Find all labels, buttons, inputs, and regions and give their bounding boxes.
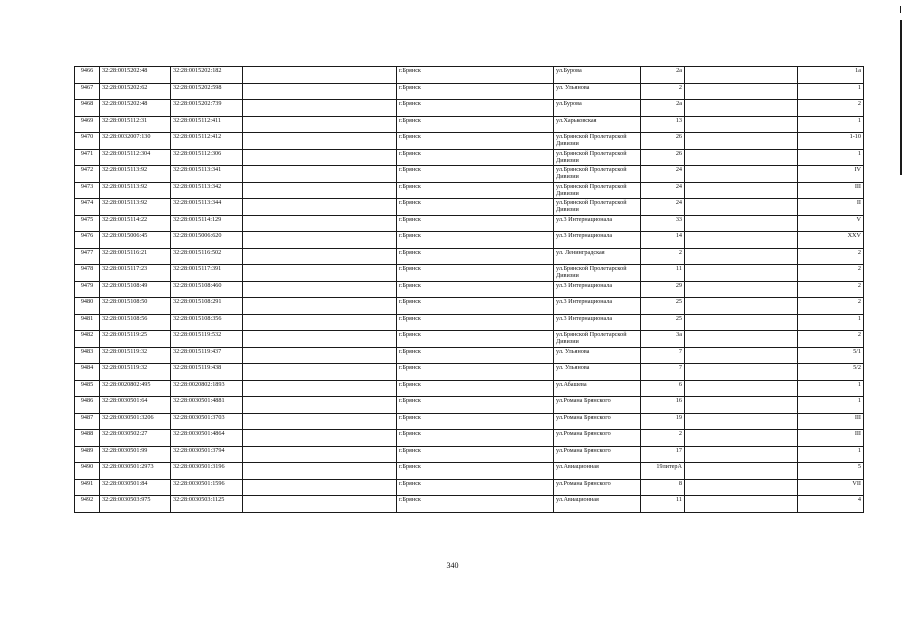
street-cell: ул.Бурова	[554, 100, 641, 117]
table-row	[75, 364, 864, 381]
cadastral-number-cell: 32:28:0020802:495	[100, 380, 171, 397]
table-row	[75, 83, 864, 100]
cadastral-number-cell: 32:28:0032007:130	[100, 133, 171, 150]
empty-cell	[243, 397, 397, 414]
house-number-cell: 2	[641, 430, 685, 447]
premises-number-cell: 4	[798, 496, 864, 513]
empty-cell	[685, 298, 798, 315]
empty-cell	[685, 281, 798, 298]
object-cadastral-number-cell: 32:28:0015108:356	[171, 314, 243, 331]
premises-number-cell: IV	[798, 166, 864, 183]
empty-cell	[243, 265, 397, 282]
table-row	[75, 380, 864, 397]
street-cell: ул.Брянской Пролетарской Дивизии	[554, 199, 641, 216]
record-number-cell: 9485	[75, 380, 100, 397]
cadastral-number-cell: 32:28:0015006:45	[100, 232, 171, 249]
premises-number-cell: 1	[798, 149, 864, 166]
house-number-cell: 33	[641, 215, 685, 232]
empty-cell	[685, 149, 798, 166]
table-row	[75, 463, 864, 480]
premises-number-cell: 1а	[798, 67, 864, 84]
record-number-cell: 9477	[75, 248, 100, 265]
record-number-cell: 9473	[75, 182, 100, 199]
object-cadastral-number-cell: 32:28:0015202:182	[171, 67, 243, 84]
premises-number-cell: 5/1	[798, 347, 864, 364]
premises-number-cell: II	[798, 199, 864, 216]
empty-cell	[685, 83, 798, 100]
cadastral-number-cell: 32:28:0015202:62	[100, 83, 171, 100]
cadastral-number-cell: 32:28:0015113:92	[100, 166, 171, 183]
empty-cell	[243, 380, 397, 397]
table-row	[75, 67, 864, 84]
empty-cell	[243, 314, 397, 331]
city-cell: г.Брянск	[397, 265, 554, 282]
cadastral-number-cell: 32:28:0030503:975	[100, 496, 171, 513]
empty-cell	[685, 166, 798, 183]
record-number-cell: 9491	[75, 479, 100, 496]
table-row	[75, 166, 864, 183]
empty-cell	[243, 166, 397, 183]
city-cell: г.Брянск	[397, 298, 554, 315]
street-cell: ул.Харьковская	[554, 116, 641, 133]
cadastral-number-cell: 32:28:0030501:3206	[100, 413, 171, 430]
house-number-cell: 6	[641, 380, 685, 397]
object-cadastral-number-cell: 32:28:0020802:1893	[171, 380, 243, 397]
street-cell: ул.Романа Брянского	[554, 397, 641, 414]
object-cadastral-number-cell: 32:28:0015006:620	[171, 232, 243, 249]
street-cell: ул.3 Интернационала	[554, 232, 641, 249]
table-row	[75, 265, 864, 282]
table-row	[75, 281, 864, 298]
premises-number-cell: 1	[798, 116, 864, 133]
house-number-cell: 24	[641, 166, 685, 183]
house-number-cell: 24	[641, 199, 685, 216]
street-cell: ул.3 Интернационала	[554, 314, 641, 331]
object-cadastral-number-cell: 32:28:0015113:344	[171, 199, 243, 216]
city-cell: г.Брянск	[397, 446, 554, 463]
house-number-cell: 13	[641, 116, 685, 133]
empty-cell	[685, 248, 798, 265]
street-cell: ул. Ленинградская	[554, 248, 641, 265]
premises-number-cell: VII	[798, 479, 864, 496]
cadastral-number-cell: 32:28:0015108:56	[100, 314, 171, 331]
city-cell: г.Брянск	[397, 347, 554, 364]
premises-number-cell: 1	[798, 446, 864, 463]
empty-cell	[685, 413, 798, 430]
table-row	[75, 413, 864, 430]
house-number-cell: 2	[641, 248, 685, 265]
object-cadastral-number-cell: 32:28:0015202:598	[171, 83, 243, 100]
table-row	[75, 298, 864, 315]
empty-cell	[685, 397, 798, 414]
object-cadastral-number-cell: 32:28:0030501:4881	[171, 397, 243, 414]
property-registry-table	[74, 66, 864, 513]
empty-cell	[243, 331, 397, 348]
object-cadastral-number-cell: 32:28:0015112:306	[171, 149, 243, 166]
premises-number-cell: III	[798, 430, 864, 447]
empty-cell	[243, 248, 397, 265]
object-cadastral-number-cell: 32:28:0015119:437	[171, 347, 243, 364]
premises-number-cell: III	[798, 413, 864, 430]
empty-cell	[243, 281, 397, 298]
empty-cell	[685, 496, 798, 513]
street-cell: ул.Брянской Пролетарской Дивизии	[554, 265, 641, 282]
premises-number-cell: 1-10	[798, 133, 864, 150]
cadastral-number-cell: 32:28:0015113:92	[100, 182, 171, 199]
street-cell: ул.Брянской Пролетарской Дивизии	[554, 133, 641, 150]
street-cell: ул.Романа Брянского	[554, 479, 641, 496]
record-number-cell: 9481	[75, 314, 100, 331]
empty-cell	[685, 182, 798, 199]
city-cell: г.Брянск	[397, 430, 554, 447]
page-edge-mark	[900, 6, 901, 13]
table-row	[75, 149, 864, 166]
cadastral-number-cell: 32:28:0015113:92	[100, 199, 171, 216]
object-cadastral-number-cell: 32:28:0030503:1125	[171, 496, 243, 513]
record-number-cell: 9466	[75, 67, 100, 84]
city-cell: г.Брянск	[397, 281, 554, 298]
premises-number-cell: 1	[798, 380, 864, 397]
empty-cell	[243, 149, 397, 166]
empty-cell	[243, 496, 397, 513]
cadastral-number-cell: 32:28:0015112:304	[100, 149, 171, 166]
city-cell: г.Брянск	[397, 380, 554, 397]
cadastral-number-cell: 32:28:0015108:49	[100, 281, 171, 298]
premises-number-cell: 1	[798, 83, 864, 100]
city-cell: г.Брянск	[397, 67, 554, 84]
object-cadastral-number-cell: 32:28:0015117:391	[171, 265, 243, 282]
house-number-cell: 25	[641, 314, 685, 331]
empty-cell	[243, 413, 397, 430]
object-cadastral-number-cell: 32:28:0015112:412	[171, 133, 243, 150]
record-number-cell: 9478	[75, 265, 100, 282]
record-number-cell: 9470	[75, 133, 100, 150]
city-cell: г.Брянск	[397, 149, 554, 166]
empty-cell	[243, 298, 397, 315]
house-number-cell: 25	[641, 298, 685, 315]
cadastral-number-cell: 32:28:0015119:32	[100, 364, 171, 381]
record-number-cell: 9490	[75, 463, 100, 480]
page-number: 340	[446, 561, 459, 570]
record-number-cell: 9468	[75, 100, 100, 117]
empty-cell	[243, 446, 397, 463]
table-row	[75, 347, 864, 364]
empty-cell	[685, 232, 798, 249]
object-cadastral-number-cell: 32:28:0015113:342	[171, 182, 243, 199]
record-number-cell: 9492	[75, 496, 100, 513]
table-row	[75, 314, 864, 331]
house-number-cell: 29	[641, 281, 685, 298]
empty-cell	[243, 364, 397, 381]
record-number-cell: 9483	[75, 347, 100, 364]
street-cell: ул.Авиационная	[554, 463, 641, 480]
city-cell: г.Брянск	[397, 100, 554, 117]
street-cell: ул.Романа Брянского	[554, 430, 641, 447]
table-row	[75, 331, 864, 348]
table-row	[75, 133, 864, 150]
city-cell: г.Брянск	[397, 133, 554, 150]
object-cadastral-number-cell: 32:28:0030501:3703	[171, 413, 243, 430]
house-number-cell: 24	[641, 182, 685, 199]
object-cadastral-number-cell: 32:28:0015202:739	[171, 100, 243, 117]
empty-cell	[243, 463, 397, 480]
table-row	[75, 215, 864, 232]
street-cell: ул.Брянской Пролетарской Дивизии	[554, 182, 641, 199]
table-row	[75, 232, 864, 249]
city-cell: г.Брянск	[397, 463, 554, 480]
empty-cell	[685, 331, 798, 348]
city-cell: г.Брянск	[397, 199, 554, 216]
house-number-cell: 26	[641, 133, 685, 150]
city-cell: г.Брянск	[397, 479, 554, 496]
empty-cell	[685, 380, 798, 397]
record-number-cell: 9487	[75, 413, 100, 430]
empty-cell	[243, 199, 397, 216]
city-cell: г.Брянск	[397, 215, 554, 232]
house-number-cell: 8	[641, 479, 685, 496]
house-number-cell: 26	[641, 149, 685, 166]
cadastral-number-cell: 32:28:0015119:32	[100, 347, 171, 364]
table-row	[75, 397, 864, 414]
house-number-cell: 19литерА	[641, 463, 685, 480]
empty-cell	[685, 347, 798, 364]
city-cell: г.Брянск	[397, 397, 554, 414]
house-number-cell: 2а	[641, 100, 685, 117]
empty-cell	[685, 446, 798, 463]
table-row	[75, 446, 864, 463]
cadastral-number-cell: 32:28:0015202:48	[100, 67, 171, 84]
street-cell: ул.Бурова	[554, 67, 641, 84]
street-cell: ул.3 Интернационала	[554, 298, 641, 315]
house-number-cell: 7	[641, 364, 685, 381]
object-cadastral-number-cell: 32:28:0030501:3196	[171, 463, 243, 480]
object-cadastral-number-cell: 32:28:0015119:438	[171, 364, 243, 381]
cadastral-number-cell: 32:28:0015116:21	[100, 248, 171, 265]
cadastral-number-cell: 32:28:0015119:25	[100, 331, 171, 348]
record-number-cell: 9479	[75, 281, 100, 298]
city-cell: г.Брянск	[397, 364, 554, 381]
cadastral-number-cell: 32:28:0030501:64	[100, 397, 171, 414]
house-number-cell: 7	[641, 347, 685, 364]
table-row	[75, 430, 864, 447]
table-body	[75, 67, 864, 513]
empty-cell	[243, 182, 397, 199]
cadastral-number-cell: 32:28:0015112:31	[100, 116, 171, 133]
empty-cell	[243, 215, 397, 232]
table-row	[75, 199, 864, 216]
empty-cell	[685, 116, 798, 133]
table-row	[75, 100, 864, 117]
city-cell: г.Брянск	[397, 331, 554, 348]
premises-number-cell: 2	[798, 298, 864, 315]
record-number-cell: 9486	[75, 397, 100, 414]
street-cell: ул.Романа Брянского	[554, 413, 641, 430]
empty-cell	[685, 133, 798, 150]
house-number-cell: 14	[641, 232, 685, 249]
empty-cell	[685, 100, 798, 117]
record-number-cell: 9474	[75, 199, 100, 216]
premises-number-cell: 5/2	[798, 364, 864, 381]
empty-cell	[243, 83, 397, 100]
house-number-cell: 16	[641, 397, 685, 414]
city-cell: г.Брянск	[397, 166, 554, 183]
premises-number-cell: 1	[798, 314, 864, 331]
premises-number-cell: III	[798, 182, 864, 199]
empty-cell	[243, 133, 397, 150]
cadastral-number-cell: 32:28:0015114:22	[100, 215, 171, 232]
empty-cell	[243, 430, 397, 447]
house-number-cell: 11	[641, 265, 685, 282]
table-row	[75, 496, 864, 513]
object-cadastral-number-cell: 32:28:0015112:411	[171, 116, 243, 133]
table-row	[75, 479, 864, 496]
record-number-cell: 9475	[75, 215, 100, 232]
street-cell: ул. Ульянова	[554, 83, 641, 100]
premises-number-cell: 2	[798, 331, 864, 348]
house-number-cell: 2а	[641, 67, 685, 84]
object-cadastral-number-cell: 32:28:0015114:129	[171, 215, 243, 232]
cadastral-number-cell: 32:28:0030501:99	[100, 446, 171, 463]
premises-number-cell: XXV	[798, 232, 864, 249]
house-number-cell: 19	[641, 413, 685, 430]
premises-number-cell: 2	[798, 265, 864, 282]
street-cell: ул.Романа Брянского	[554, 446, 641, 463]
city-cell: г.Брянск	[397, 83, 554, 100]
city-cell: г.Брянск	[397, 116, 554, 133]
empty-cell	[243, 347, 397, 364]
empty-cell	[685, 430, 798, 447]
record-number-cell: 9469	[75, 116, 100, 133]
record-number-cell: 9476	[75, 232, 100, 249]
empty-cell	[243, 232, 397, 249]
empty-cell	[243, 479, 397, 496]
table-row	[75, 182, 864, 199]
premises-number-cell: V	[798, 215, 864, 232]
object-cadastral-number-cell: 32:28:0015113:341	[171, 166, 243, 183]
object-cadastral-number-cell: 32:28:0015119:532	[171, 331, 243, 348]
object-cadastral-number-cell: 32:28:0030501:1596	[171, 479, 243, 496]
premises-number-cell: 5	[798, 463, 864, 480]
empty-cell	[685, 314, 798, 331]
street-cell: ул. Ульянова	[554, 347, 641, 364]
street-cell: ул.Абашева	[554, 380, 641, 397]
cadastral-number-cell: 32:28:0015117:23	[100, 265, 171, 282]
cadastral-number-cell: 32:28:0030502:27	[100, 430, 171, 447]
object-cadastral-number-cell: 32:28:0015108:291	[171, 298, 243, 315]
object-cadastral-number-cell: 32:28:0030501:4864	[171, 430, 243, 447]
street-cell: ул.Брянской Пролетарской Дивизии	[554, 331, 641, 348]
object-cadastral-number-cell: 32:28:0030501:3794	[171, 446, 243, 463]
record-number-cell: 9488	[75, 430, 100, 447]
premises-number-cell: 2	[798, 100, 864, 117]
table-row	[75, 248, 864, 265]
empty-cell	[685, 215, 798, 232]
house-number-cell: 3а	[641, 331, 685, 348]
city-cell: г.Брянск	[397, 232, 554, 249]
house-number-cell: 11	[641, 496, 685, 513]
object-cadastral-number-cell: 32:28:0015116:502	[171, 248, 243, 265]
empty-cell	[685, 265, 798, 282]
street-cell: ул.Авиационная	[554, 496, 641, 513]
street-cell: ул.Брянской Пролетарской Дивизии	[554, 149, 641, 166]
street-cell: ул.3 Интернационала	[554, 215, 641, 232]
city-cell: г.Брянск	[397, 413, 554, 430]
cadastral-number-cell: 32:28:0030501:2973	[100, 463, 171, 480]
premises-number-cell: 1	[798, 397, 864, 414]
record-number-cell: 9489	[75, 446, 100, 463]
house-number-cell: 17	[641, 446, 685, 463]
record-number-cell: 9484	[75, 364, 100, 381]
empty-cell	[685, 463, 798, 480]
cadastral-number-cell: 32:28:0015202:48	[100, 100, 171, 117]
record-number-cell: 9482	[75, 331, 100, 348]
empty-cell	[243, 116, 397, 133]
street-cell: ул.3 Интернационала	[554, 281, 641, 298]
cadastral-number-cell: 32:28:0030501:84	[100, 479, 171, 496]
record-number-cell: 9467	[75, 83, 100, 100]
premises-number-cell: 2	[798, 281, 864, 298]
record-number-cell: 9471	[75, 149, 100, 166]
street-cell: ул.Брянской Пролетарской Дивизии	[554, 166, 641, 183]
city-cell: г.Брянск	[397, 314, 554, 331]
empty-cell	[685, 479, 798, 496]
empty-cell	[685, 364, 798, 381]
cadastral-number-cell: 32:28:0015108:50	[100, 298, 171, 315]
city-cell: г.Брянск	[397, 496, 554, 513]
premises-number-cell: 2	[798, 248, 864, 265]
empty-cell	[243, 100, 397, 117]
object-cadastral-number-cell: 32:28:0015108:460	[171, 281, 243, 298]
record-number-cell: 9480	[75, 298, 100, 315]
city-cell: г.Брянск	[397, 248, 554, 265]
empty-cell	[685, 67, 798, 84]
page-edge-bar	[900, 20, 902, 175]
record-number-cell: 9472	[75, 166, 100, 183]
empty-cell	[243, 67, 397, 84]
street-cell: ул. Ульянова	[554, 364, 641, 381]
table-row	[75, 116, 864, 133]
city-cell: г.Брянск	[397, 182, 554, 199]
house-number-cell: 2	[641, 83, 685, 100]
empty-cell	[685, 199, 798, 216]
